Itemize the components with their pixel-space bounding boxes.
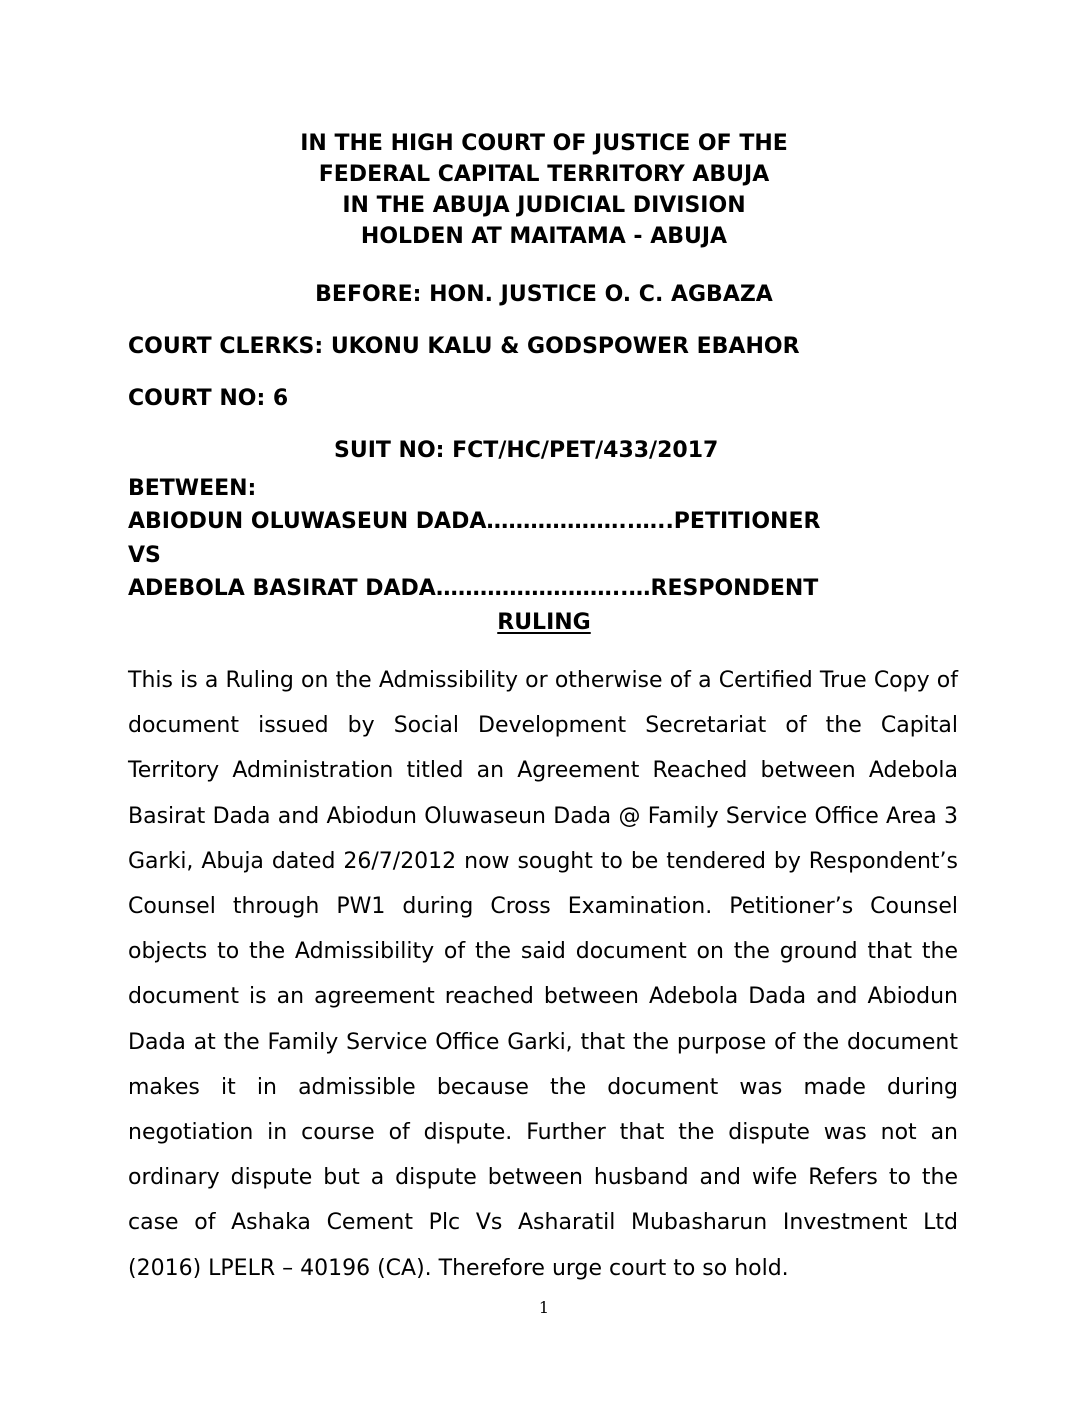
ruling-paragraph: This is a Ruling on the Admissibility or otherwise of a Certified True Copy of document issued by Social Development Secretariat of the Capital Territory Administration titled an Agreement Reached between Adebola Basirat Dada and Abiodun Oluwaseun Dada @ Family Service Office Area 3 Garki, Abuja dated 26/7/2012 now sought to be tendered by Respondent’s Counsel through PW1 during Cross Examination. Petitioner’s Counsel objects to the Admissibility of the said document on the ground that the document is an agreement reached between Adebola Dada and Abiodun Dada at the Family Service Office Garki, that the purpose of the document makes it in admissible because the document was made during negotiation in course of dispute. Further that the dispute was not an ordinary dispute but a dispute between husband and wife Refers to the case of Ashaka Cement Plc Vs Asharatil Mubasharun Investment Ltd (2016) LPELR – 40196 (CA). Therefore urge court to so hold. <box>128 668 958 1281</box>
respondent-line: ADEBOLA BASIRAT DADA……………………..…RESPONDENT <box>128 576 819 601</box>
court-clerks: COURT CLERKS: UKONU KALU & GODSPOWER EBAHOR <box>128 334 800 359</box>
court-heading <box>0 128 1088 252</box>
between-label: BETWEEN: <box>128 476 257 501</box>
court-heading-line: HOLDEN AT MAITAMA - ABUJA <box>360 224 728 249</box>
suit-number: SUIT NO: FCT/HC/PET/433/2017 <box>334 438 719 463</box>
court-heading-line: IN THE ABUJA JUDICIAL DIVISION <box>342 193 746 218</box>
petitioner-line: ABIODUN OLUWASEUN DADA………………..…..PETITIONER <box>128 509 821 534</box>
court-heading-line: FEDERAL CAPITAL TERRITORY ABUJA <box>318 162 770 187</box>
ruling-title: RULING <box>497 610 591 635</box>
versus-label: VS <box>128 543 161 568</box>
page-number: 1 <box>538 1298 550 1317</box>
court-number: COURT NO: 6 <box>128 386 289 411</box>
before-judge: BEFORE: HON. JUSTICE O. C. AGBAZA <box>315 282 773 307</box>
court-heading-line: IN THE HIGH COURT OF JUSTICE OF THE <box>300 131 788 156</box>
